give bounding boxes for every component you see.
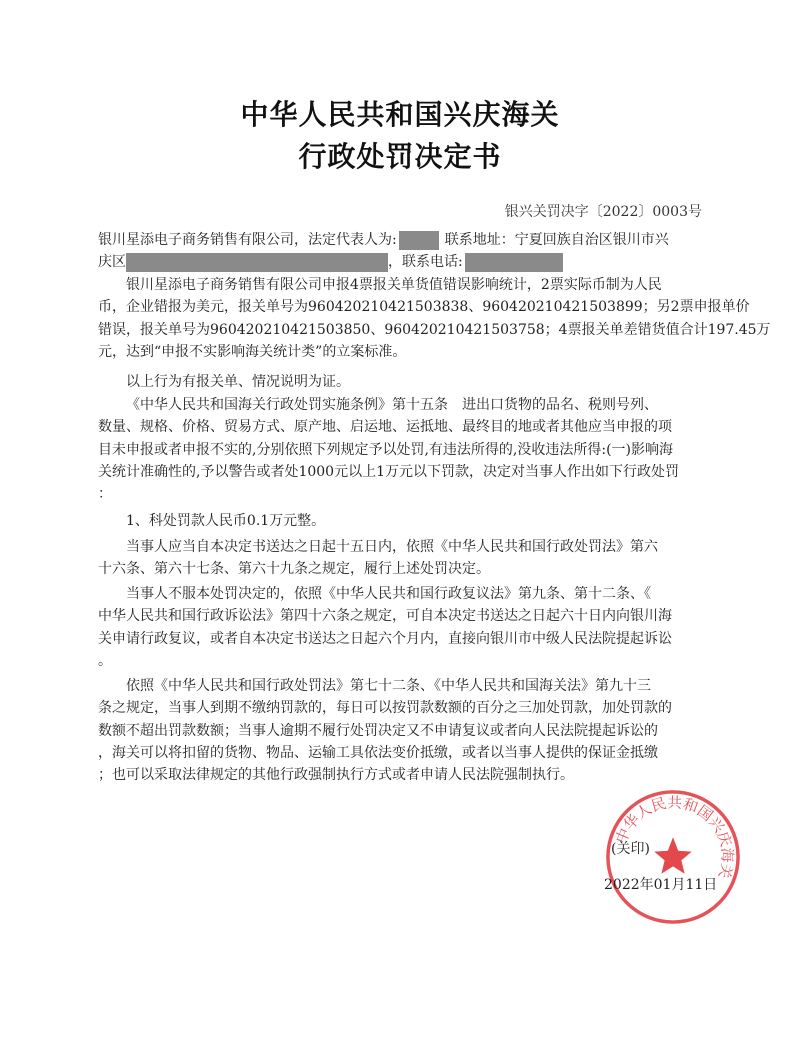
enforcement-line: 依照《中华人民共和国行政处罚法》第七十二条、《中华人民共和国海关法》第九十三 [126, 678, 651, 694]
document-number: 银兴关罚决字〔2022〕0003号 [504, 204, 702, 220]
law-line: 目未申报或者申报不实的,分别依照下列规定予以处罚,有违法所得的,没收违法所得:(一)影响海 [98, 441, 673, 458]
execution-paragraph [98, 536, 698, 581]
penalty-paragraph [98, 510, 698, 532]
phone-label: ，联系电话: [388, 254, 463, 271]
law-paragraph [98, 394, 698, 505]
redacted-phone [465, 253, 563, 272]
party-line-1 [98, 229, 698, 251]
enforcement-paragraph [98, 675, 698, 786]
facts-line: 币，企业错报为美元，报关单号为960420210421503838、960420210421503899；另2票申报单价 [98, 299, 750, 316]
facts-line: 元，达到“申报不实影响海关统计类”的立案标准。 [98, 343, 407, 360]
address-label: 联系地址：宁夏回族自治区银川市兴 [444, 232, 669, 248]
enforcement-line: 条之规定，当事人到期不缴纳罚款的，每日可以按罚款数额的百分之三加处罚款，加处罚款的 [98, 700, 672, 717]
document-title-line1: 中华人民共和国兴庆海关 [240, 98, 560, 131]
party-line-2 [98, 251, 698, 273]
execution-line: 十六条、第六十七条、第六十九条之规定，履行上述处罚决定。 [98, 561, 490, 578]
appeal-paragraph [98, 583, 698, 672]
appeal-line: 。 [98, 652, 112, 669]
party-info [98, 229, 698, 274]
law-line: ： [98, 486, 112, 503]
law-line: 《中华人民共和国海关行政处罚实施条例》第十五条 进出口货物的品名、税则号列、 [126, 397, 658, 413]
evidence-paragraph [98, 371, 698, 393]
law-line: 关统计准确性的,予以警告或者处1000元以上1万元以下罚款，决定对当事人作出如下行政处罚 [98, 463, 679, 480]
facts-paragraph [98, 274, 771, 363]
party-intro: 银川星添电子商务销售有限公司，法定代表人为: [98, 232, 397, 248]
decision-date: 2022年01月11日 [604, 877, 718, 893]
enforcement-line: ；也可以采取法律规定的其他行政强制执行方式或者申请人民法院强制执行。 [98, 767, 574, 784]
seal-text: 中华人民共和国兴庆海关 [612, 794, 736, 881]
document-title-line2: 行政处罚决定书 [298, 140, 502, 173]
law-line: 数量、规格、价格、贸易方式、原产地、启运地、运抵地、最终目的地或者其他应当申报的项 [98, 419, 672, 436]
redacted-address [126, 253, 388, 272]
appeal-line: 当事人不服本处罚决定的，依照《中华人民共和国行政复议法》第九条、第十二条、《 [126, 586, 651, 602]
enforcement-line: ，海关可以将扣留的货物、物品、运输工具依法变价抵缴，或者以当事人提供的保证金抵缴 [98, 744, 658, 761]
appeal-line: 中华人民共和国行政诉讼法》第四十六条之规定，可自本决定书送达之日起六十日内向银川海 [98, 608, 672, 625]
seal-star-icon [654, 837, 691, 873]
enforcement-line: 数额不超出罚款数额；当事人逾期不履行处罚决定又不申请复议或者向人民法院提起诉讼的 [98, 722, 658, 739]
facts-line: 银川星添电子商务销售有限公司申报4票报关单货值错误影响统计，2票实际币制为人民 [126, 277, 662, 293]
penalty-line: 1、科处罚款人民币0.1万元整。 [126, 513, 326, 529]
appeal-line: 关申请行政复议，或者自本决定书送达之日起六个月内，直接向银川市中级人民法院提起诉讼 [98, 630, 672, 647]
redacted-representative [399, 231, 439, 250]
district-text: 庆区 [98, 254, 126, 271]
execution-line: 当事人应当自本决定书送达之日起十五日内，依照《中华人民共和国行政处罚法》第六 [126, 539, 658, 555]
signature-label: (关印) [611, 841, 650, 857]
facts-line: 错误，报关单号为960420210421503850、960420210421503758；4票报关单差错货值合计197.45万 [98, 321, 771, 338]
evidence-line: 以上行为有报关单、情况说明为证。 [126, 374, 350, 390]
